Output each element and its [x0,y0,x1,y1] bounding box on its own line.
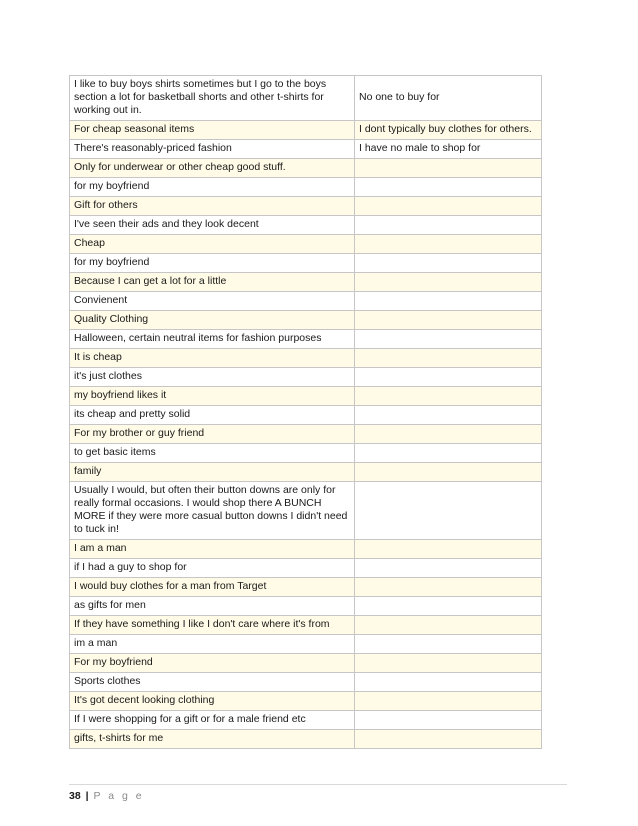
table-row [70,330,542,349]
response-cell: its cheap and pretty solid [70,406,355,425]
other-response-cell [355,540,542,559]
other-response-cell [355,406,542,425]
table-row [70,349,542,368]
other-response-cell [355,330,542,349]
other-response-cell [355,311,542,330]
other-response-cell [355,387,542,406]
other-response-cell [355,578,542,597]
other-response-cell [355,559,542,578]
table-row [70,387,542,406]
other-response-cell [355,692,542,711]
response-cell: I like to buy boys shirts sometimes but I go to the boys section a lot for basketball shorts and other t-shirts for working out in. [70,76,355,121]
other-response-cell [355,254,542,273]
footer-separator: | [85,790,89,802]
other-response-cell [355,292,542,311]
table-row [70,406,542,425]
response-cell: If I were shopping for a gift or for a male friend etc [70,711,355,730]
table-row [70,578,542,597]
other-response-cell [355,425,542,444]
response-cell: Usually I would, but often their button downs are only for really formal occasions. I would shop there A BUNCH MORE if they were more casual button downs I didn't need to tuck in! [70,482,355,540]
table-row [70,444,542,463]
response-cell: for my boyfriend [70,254,355,273]
response-cell: Halloween, certain neutral items for fashion purposes [70,330,355,349]
other-response-cell [355,730,542,749]
table-row [70,635,542,654]
response-cell: Only for underwear or other cheap good stuff. [70,159,355,178]
other-response-cell [355,463,542,482]
page-footer [69,784,567,802]
table-row [70,711,542,730]
other-response-cell: I dont typically buy clothes for others. [355,121,542,140]
table-row [70,121,542,140]
table-row [70,654,542,673]
table-row [70,425,542,444]
page-number: 38 [69,790,81,802]
table-row [70,368,542,387]
other-response-cell: No one to buy for [355,76,542,121]
response-cell: It's got decent looking clothing [70,692,355,711]
response-cell: I would buy clothes for a man from Target [70,578,355,597]
response-cell: For my boyfriend [70,654,355,673]
table-row [70,559,542,578]
other-response-cell [355,273,542,292]
other-response-cell [355,635,542,654]
table-row [70,597,542,616]
table-row [70,159,542,178]
response-cell: I've seen their ads and they look decent [70,216,355,235]
response-cell: for my boyfriend [70,178,355,197]
other-response-cell [355,197,542,216]
response-cell: Quality Clothing [70,311,355,330]
other-response-cell [355,654,542,673]
response-cell: if I had a guy to shop for [70,559,355,578]
table-row [70,76,542,121]
other-response-cell [355,235,542,254]
table-row [70,235,542,254]
table-row [70,311,542,330]
response-cell: my boyfriend likes it [70,387,355,406]
responses-table [69,75,542,749]
table-row [70,197,542,216]
response-cell: I am a man [70,540,355,559]
response-cell: Sports clothes [70,673,355,692]
response-cell: im a man [70,635,355,654]
table-row [70,540,542,559]
table-row [70,463,542,482]
table-body [70,76,542,749]
other-response-cell [355,349,542,368]
table-row [70,273,542,292]
response-cell: it's just clothes [70,368,355,387]
other-response-cell [355,597,542,616]
response-cell: For my brother or guy friend [70,425,355,444]
other-response-cell [355,444,542,463]
response-cell: Because I can get a lot for a little [70,273,355,292]
response-cell: Convienent [70,292,355,311]
response-cell: as gifts for men [70,597,355,616]
table-row [70,692,542,711]
other-response-cell [355,159,542,178]
table-row [70,673,542,692]
table-row [70,216,542,235]
table-row [70,482,542,540]
response-cell: For cheap seasonal items [70,121,355,140]
response-cell: family [70,463,355,482]
other-response-cell [355,616,542,635]
response-cell: to get basic items [70,444,355,463]
table-row [70,730,542,749]
table-row [70,254,542,273]
table-row [70,616,542,635]
other-response-cell: I have no male to shop for [355,140,542,159]
other-response-cell [355,673,542,692]
table-row [70,178,542,197]
response-cell: If they have something I like I don't care where it's from [70,616,355,635]
other-response-cell [355,711,542,730]
response-cell: gifts, t-shirts for me [70,730,355,749]
response-cell: It is cheap [70,349,355,368]
other-response-cell [355,216,542,235]
other-response-cell [355,368,542,387]
other-response-cell [355,482,542,540]
response-cell: Cheap [70,235,355,254]
table-row [70,140,542,159]
page-label: P a g e [93,790,145,802]
table-row [70,292,542,311]
other-response-cell [355,178,542,197]
response-cell: Gift for others [70,197,355,216]
response-cell: There's reasonably-priced fashion [70,140,355,159]
